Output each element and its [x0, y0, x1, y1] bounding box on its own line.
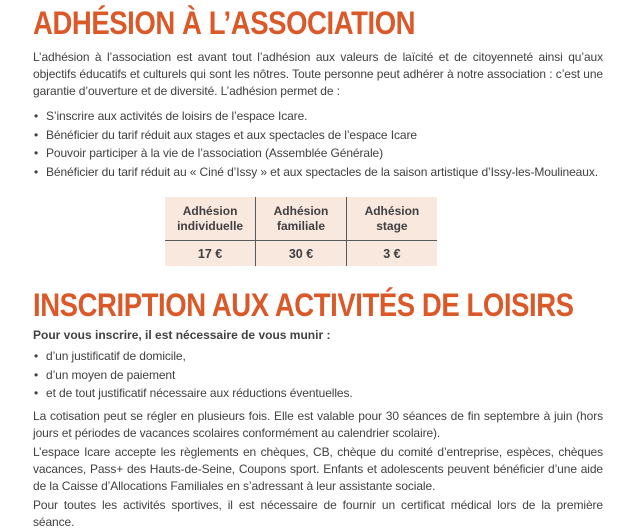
list-item: • d’un justificatif de domicile,: [33, 347, 603, 366]
list-item: • Bénéficier du tarif réduit au « Ciné d’Issy » et aux spectacles de la saison artistique d’Issy-les-Moulineaux.: [33, 163, 603, 182]
adhesion-intro-text: L’adhésion à l’association est avant tout l’adhésion aux valeurs de laïcité et de citoyenneté ainsi qu’aux objectifs éducatifs et culturels qui sont les nôtres. Toute personne peut adhérer à notre association : c’est une garantie d’ouverture et de diversité. L’adhésion permet de :: [33, 50, 603, 98]
membership-fees-table: [165, 197, 437, 266]
inscription-paragraphs: [33, 408, 603, 531]
adhesion-benefits-list: [33, 107, 603, 181]
payment-methods-text: L’espace Icare accepte les règlements en chèques, CB, chèque du comité d’entreprise, espèces, chèques vacances, Pass+ des Hauts-de-Seine, Coupons sport. Enfants et adolescents peuvent bénéficier d’une aide de la Caisse d’Allocations Familiales en s’adressant à leur assistante sociale.: [33, 444, 603, 493]
table-value-row: [165, 241, 437, 267]
fee-header-familiale: Adhésion familiale: [256, 197, 347, 241]
fee-value-stage: 3 €: [346, 241, 437, 267]
table-header-row: [165, 197, 437, 241]
medical-certificate-text: Pour toutes les activités sportives, il est nécessaire de fournir un certificat médical lors de la première séance.: [33, 497, 603, 529]
list-item: • Bénéficier du tarif réduit aux stages et aux spectacles de l’espace Icare: [33, 126, 603, 145]
fee-header-stage: Adhésion stage: [346, 197, 437, 241]
list-item: • Pouvoir participer à la vie de l’association (Assemblée Générale): [33, 144, 603, 163]
requirements-intro: Pour vous inscrire, il est nécessaire de vous munir :: [33, 328, 331, 342]
fee-value-familiale: 30 €: [256, 241, 347, 267]
section-title-inscription: INSCRIPTION AUX ACTIVITÉS DE LOISIRS: [33, 287, 574, 323]
payment-terms-text: La cotisation peut se régler en plusieurs fois. Elle est valable pour 30 séances de fin septembre à juin (hors jours et périodes de vacances scolaires conformément au calendrier scolaire).: [33, 408, 603, 440]
list-item: • d’un moyen de paiement: [33, 366, 603, 385]
section-title-adhesion: ADHÉSION À L’ASSOCIATION: [33, 5, 416, 41]
fee-header-individuelle: Adhésion individuelle: [165, 197, 256, 241]
list-item: • et de tout justificatif nécessaire aux réductions éventuelles.: [33, 384, 603, 403]
list-item: • S’inscrire aux activités de loisirs de l’espace Icare.: [33, 107, 603, 126]
requirements-list: [33, 347, 603, 403]
fee-value-individuelle: 17 €: [197, 246, 223, 261]
